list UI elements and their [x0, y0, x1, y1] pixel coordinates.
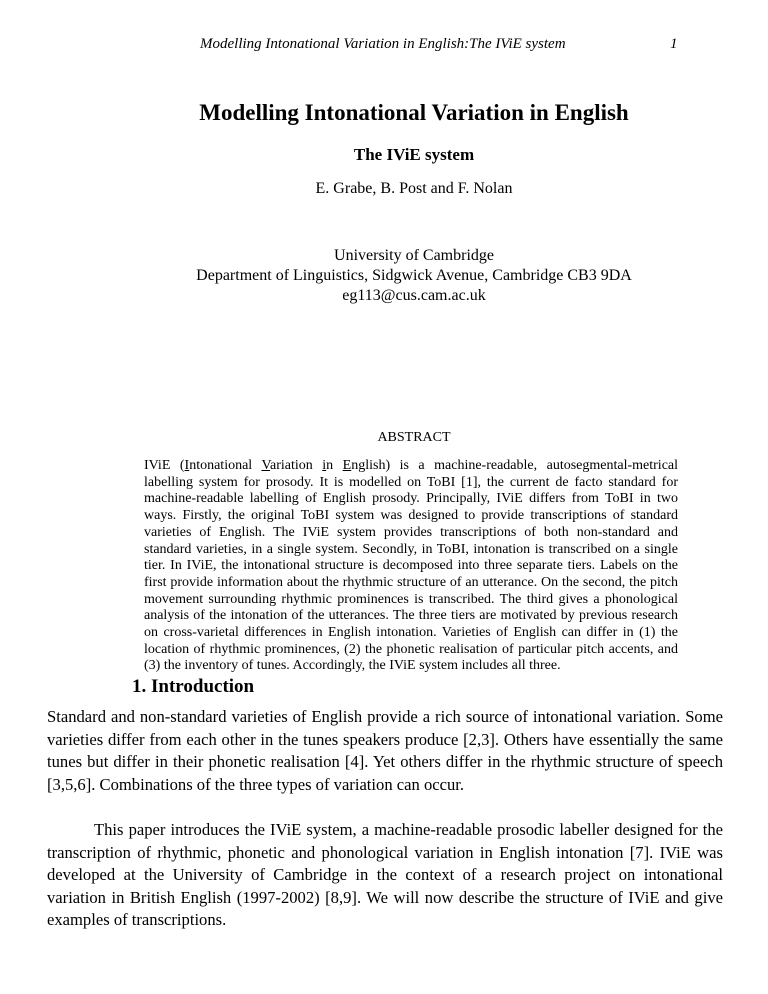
- page-number: 1: [670, 36, 678, 52]
- paper-title: Modelling Intonational Variation in English: [199, 100, 629, 125]
- intro-paragraph-2: This paper introduces the IViE system, a machine-readable prosodic labeller designed for the transcription of rhythmic, phonetic and phonological variation in English intonation [7]. IViE was developed at the University of Cambridge in the context of a research project on intonational variation in British English (1997-2002) [8,9]. We will now describe the structure of IViE and give examples of transcriptions.: [47, 820, 723, 929]
- running-head: Modelling Intonational Variation in English:The IViE system: [200, 36, 566, 52]
- abstract-text: is a machine-readable, autosegmental-metrical labelling system for prosody. It is modelled on ToBI [1], the current de facto standard for machine-readable labelling of English prosody. Principally, IViE differs from ToBI in two ways. Firstly, the original ToBI system was designed to provide transcriptions of standard varieties of English. The IViE system provides transcriptions of both non-standard and standard varieties, in a single system. Secondly, in ToBI, intonation is transcribed on a single tier. In IViE, the intonational structure is decomposed into three separate tiers. Labels on the first provide information about the rhythmic structure of an utterance. On the second, the pitch movement surrounding rhythmic prominences is transcribed. The third gives a phonological analysis of the intonation of the utterances. The three tiers are motivated by previous research on cross-varietal differences in English intonation. Varieties of English can differ in (1) the location of rhythmic prominences, (2) the phonetic realisation of particular pitch accents, and (3) the inventory of tunes. Accordingly, the IViE system includes all three.: [144, 458, 679, 674]
- affiliation-university: University of Cambridge: [334, 247, 494, 264]
- abstract-acronym: IViE: [144, 458, 171, 473]
- affiliation-email: eg113@cus.cam.ac.uk: [342, 287, 486, 304]
- abstract-body: IViE (Intonational Variation in English) is a machine-readable, autosegmental-metrical labelling system for prosody. It is modelled on ToBI [1], the current de facto standard for machine-readable labelling of English prosody. Principally, IViE differs from ToBI in two ways. Firstly, the original ToBI system was designed to provide transcriptions of standard varieties of English. The IViE system provides transcriptions of both non-standard and standard varieties, in a single system. Secondly, in ToBI, intonation is transcribed on a single tier. In IViE, the intonational structure is decomposed into three separate tiers. Labels on the first provide information about the rhythmic structure of an utterance. On the second, the pitch movement surrounding rhythmic prominences is transcribed. The third gives a phonological analysis of the intonation of the utterances. The three tiers are motivated by previous research on cross-varietal differences in English intonation. Varieties of English can differ in (1) the location of rhythmic prominences, (2) the phonetic realisation of particular pitch accents, and (3) the inventory of tunes. Accordingly, the IViE system includes all three.: [144, 458, 679, 674]
- paper-subtitle: The IViE system: [353, 145, 475, 164]
- affiliation-department: Department of Linguistics, Sidgwick Avenue, Cambridge CB3 9DA: [196, 267, 632, 284]
- abstract-heading: ABSTRACT: [377, 430, 451, 445]
- authors: E. Grabe, B. Post and F. Nolan: [315, 180, 513, 197]
- intro-paragraph-1: Standard and non-standard varieties of English provide a rich source of intonational variation. Some varieties differ from each other in the tunes speakers produce [2,3]. Others have essentially the same tunes but differ in their phonetic realisation [4]. Yet others differ in the rhythmic structure of speech [3,5,6]. Combinations of the three types of variation can occur.: [47, 707, 723, 794]
- section-heading-introduction: 1. Introduction: [132, 676, 255, 697]
